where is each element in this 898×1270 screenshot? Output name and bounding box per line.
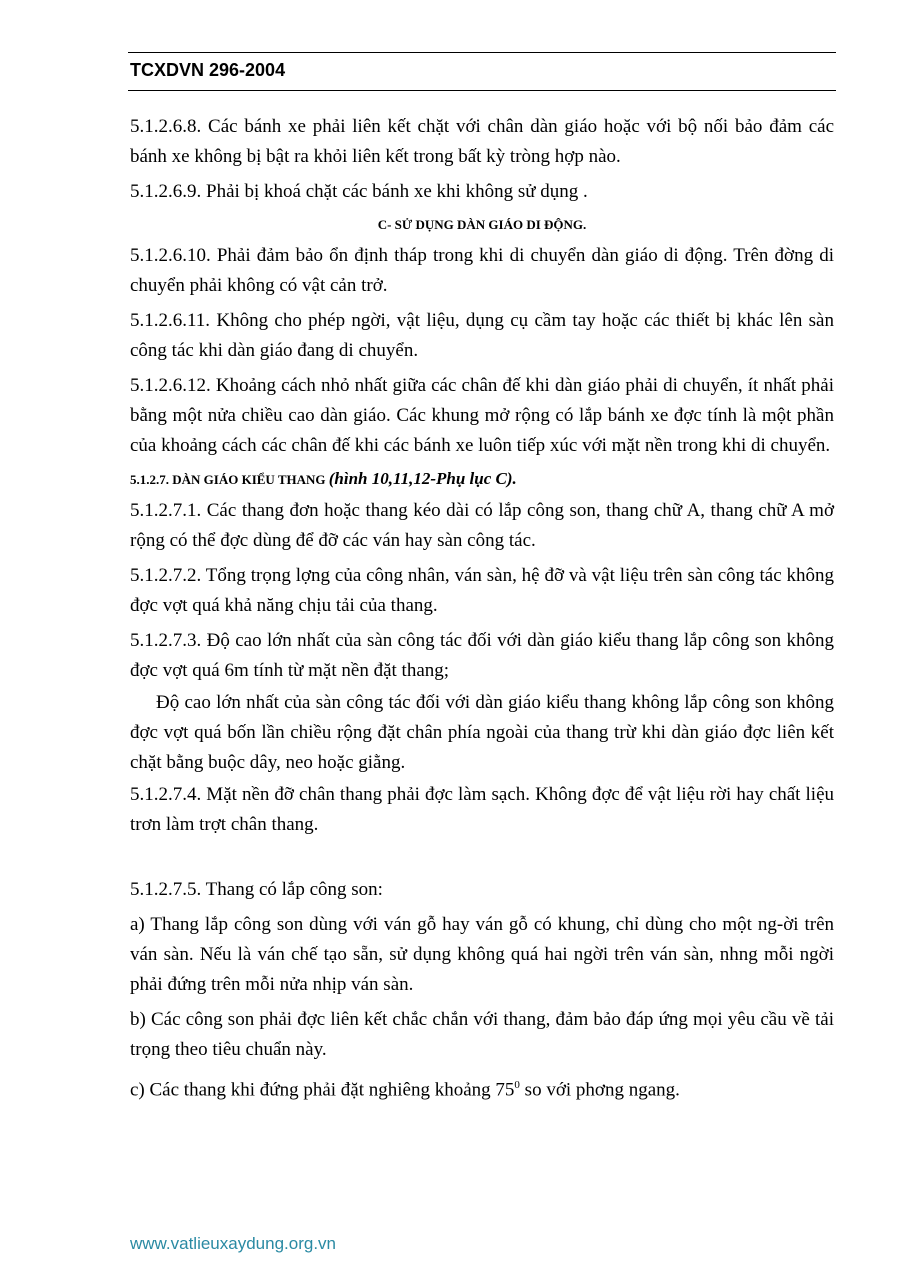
paragraph-5-1-2-7-3-cont: Độ cao lớn nhất của sàn công tác đối với dàn giáo kiểu thang không lắp công son không đợc vợt quá bốn lần chiều rộng đặt chân phía ngoài của thang trừ khi dàn giáo đợc liên kết chặt bằng buộc dây, neo hoặc giằng.: [130, 692, 834, 773]
paragraph-item-b: b) Các công son phải đợc liên kết chắc chắn với thang, đảm bảo đáp ứng mọi yêu cầu về tải trọng theo tiêu chuẩn này.: [130, 1009, 834, 1060]
paragraph-5-1-2-6-9: 5.1.2.6.9. Phải bị khoá chặt các bánh xe khi không sử dụng .: [130, 181, 588, 202]
paragraph-5-1-2-7-5: 5.1.2.7.5. Thang có lắp công son:: [130, 879, 383, 900]
paragraph-5-1-2-7-3: 5.1.2.7.3. Độ cao lớn nhất của sàn công tác đối với dàn giáo kiểu thang lắp công son không đợc vợt quá 6m tính từ mặt nền đặt thang;: [130, 630, 834, 681]
paragraph-5-1-2-7-1: 5.1.2.7.1. Các thang đơn hoặc thang kéo dài có lắp công son, thang chữ A, thang chữ A mở rộng có thể đợc dùng để đỡ các ván hay sàn công tác.: [130, 500, 834, 551]
degree-superscript: 0: [514, 1079, 520, 1091]
document-body: [130, 112, 834, 1110]
section-heading-5-1-2-7: [130, 466, 834, 493]
paragraph-gap: [130, 845, 834, 875]
paragraph-5-1-2-7-2: 5.1.2.7.2. Tổng trọng lợng của công nhân, ván sàn, hệ đỡ và vật liệu trên sàn công tác không đợc vợt quá khả năng chịu tải của thang.: [130, 565, 834, 616]
footer-url: www.vatlieuxaydung.org.vn: [130, 1234, 337, 1253]
section-heading-5-1-2-7-ref: (hình 10,11,12-Phụ lục C).: [328, 469, 517, 488]
paragraph-item-c-tail: so với phơng ngang.: [519, 1079, 680, 1101]
section-heading-5-1-2-7-title: 5.1.2.7. DÀN GIÁO KIỂU THANG: [130, 472, 329, 487]
paragraph-5-1-2-7-4: 5.1.2.7.4. Mặt nền đỡ chân thang phải đợc làm sạch. Không đợc để vật liệu rời hay chất liệu trơn làm trợt chân thang.: [130, 784, 834, 835]
paragraph-item-c: [130, 1070, 834, 1105]
paragraph-item-c-text: c) Các thang khi đứng phải đặt nghiêng khoảng 75: [130, 1079, 515, 1101]
header-top-rule: [128, 52, 836, 53]
header-bottom-rule: [128, 90, 836, 91]
section-heading-c: C- SỬ DỤNG DÀN GIÁO DI ĐỘNG.: [377, 217, 587, 232]
paragraph-5-1-2-6-10: 5.1.2.6.10. Phải đảm bảo ổn định tháp trong khi di chuyển dàn giáo di động. Trên đờng di chuyển phải không có vật cản trở.: [130, 245, 834, 296]
paragraph-5-1-2-6-8: 5.1.2.6.8. Các bánh xe phải liên kết chặt với chân dàn giáo hoặc với bộ nối bảo đảm các bánh xe không bị bật ra khỏi liên kết trong bất kỳ tròng hợp nào.: [130, 116, 834, 167]
paragraph-5-1-2-6-11: 5.1.2.6.11. Không cho phép ngời, vật liệu, dụng cụ cầm tay hoặc các thiết bị khác lên sàn công tác khi dàn giáo đang di chuyển.: [130, 310, 834, 361]
paragraph-item-a: a) Thang lắp công son dùng với ván gỗ hay ván gỗ có khung, chỉ dùng cho một ng-ời trên ván sàn. Nếu là ván chế tạo sẵn, sử dụng không quá hai ngời trên ván sàn, nhng mỗi ngời phải đứng trên mỗi nửa nhịp ván sàn.: [130, 914, 834, 995]
document-code: TCXDVN 296-2004: [130, 60, 286, 80]
paragraph-5-1-2-6-12: 5.1.2.6.12. Khoảng cách nhỏ nhất giữa các chân đế khi dàn giáo phải di chuyển, ít nhất phải bằng một nửa chiều cao dàn giáo. Các khung mở rộng có lắp bánh xe đợc tính là một phần của khoảng cách các chân đế khi các bánh xe luôn tiếp xúc với mặt nền trong khi di chuyển.: [130, 375, 834, 456]
